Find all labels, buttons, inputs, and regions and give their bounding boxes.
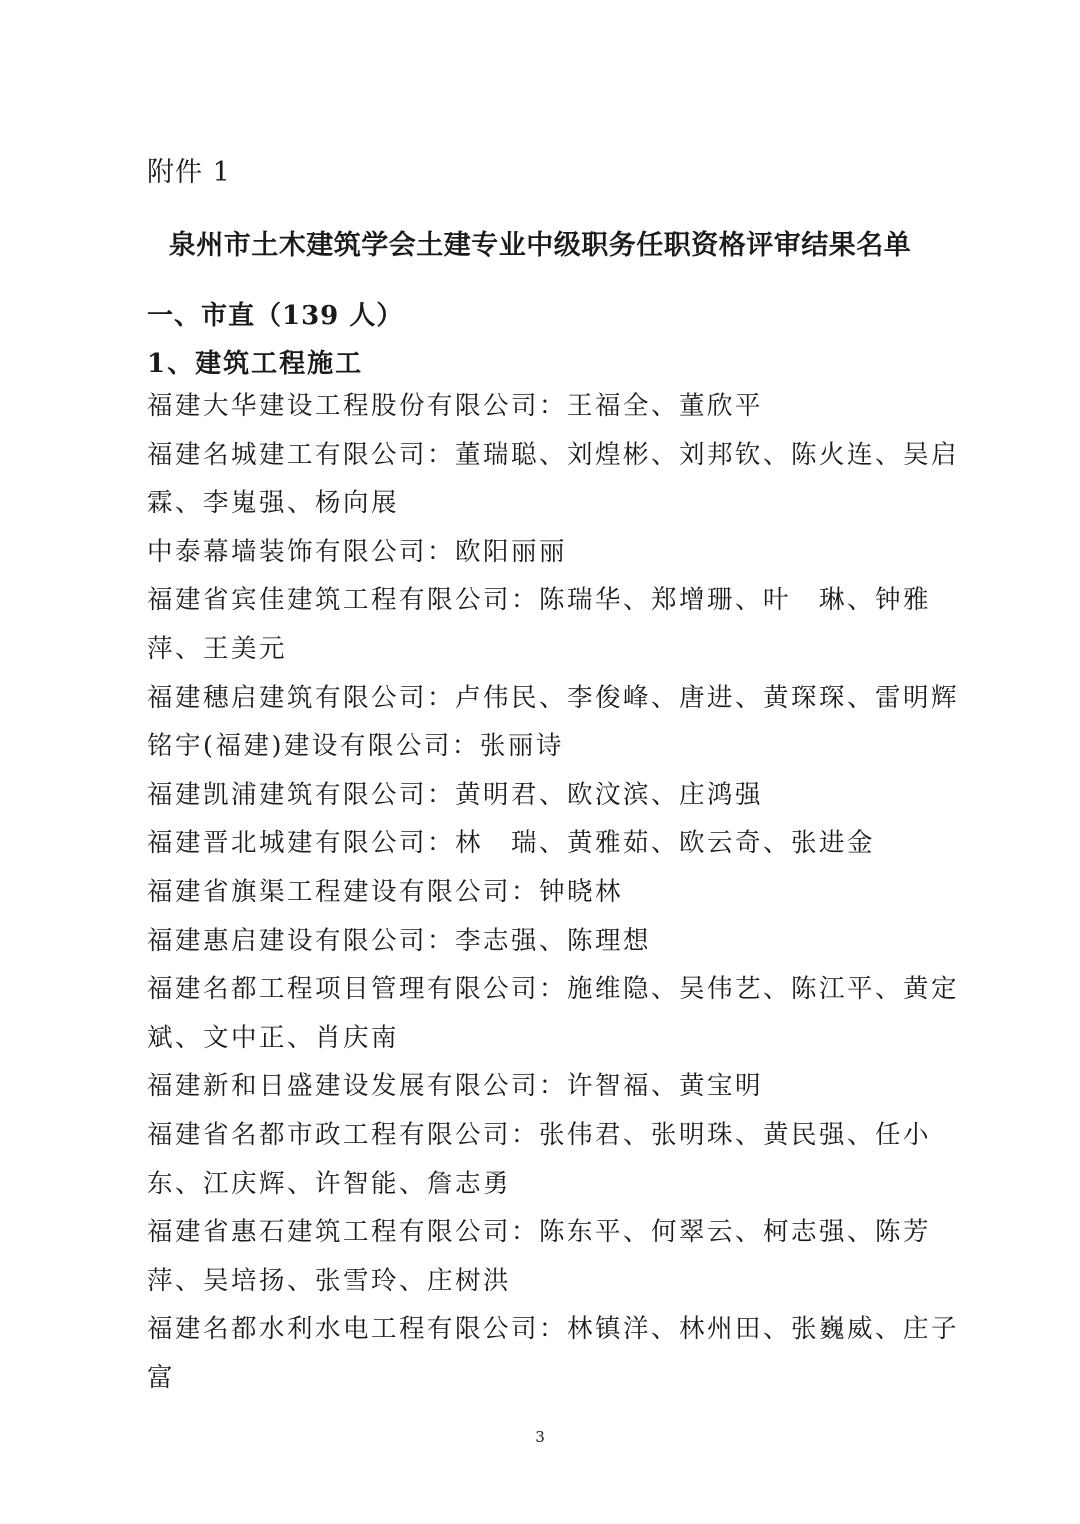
company-entry: 铭宇(福建)建设有限公司：张丽诗 [147, 731, 564, 762]
company-entry: 福建名城建工有限公司：董瑞聪、刘煌彬、刘邦钦、陈火连、吴启霖、李嵬强、杨向展 [147, 439, 960, 519]
section-heading: 一、市直（139 人） [147, 301, 404, 331]
company-entry: 福建大华建设工程股份有限公司：王福全、董欣平 [147, 391, 764, 421]
page-number: 3 [535, 1428, 545, 1446]
document-title: 泉州市土木建筑学会土建专业中级职务任职资格评审结果名单 [168, 230, 912, 261]
company-entry: 福建省旗渠工程建设有限公司：钟晓林 [147, 876, 624, 907]
subsection-heading: 1、建筑工程施工 [147, 349, 364, 379]
company-entry: 福建省宾佳建筑工程有限公司：陈瑞华、郑增珊、叶 琳、钟雅萍、王美元 [147, 585, 932, 664]
company-entry: 福建省惠石建筑工程有限公司：陈东平、何翠云、柯志强、陈芳萍、吴培扬、张雪玲、庄树洪 [147, 1217, 932, 1296]
company-entry-list [147, 382, 967, 1402]
company-entry: 福建晋北城建有限公司：林 瑞、黄雅茹、欧云奇、张进金 [147, 828, 876, 859]
company-entry: 福建惠启建设有限公司：李志强、陈理想 [147, 925, 652, 956]
company-entry: 福建凯浦建筑有限公司：黄明君、欧汶滨、庄鸿强 [147, 779, 764, 810]
company-entry: 福建新和日盛建设发展有限公司：许智福、黄宝明 [147, 1071, 764, 1102]
company-entry: 福建穗启建筑有限公司：卢伟民、李俊峰、唐进、黄琛琛、雷明辉 [147, 682, 960, 713]
attachment-label: 附件 1 [147, 157, 231, 188]
company-entry: 福建省名都市政工程有限公司：张伟君、张明珠、黄民强、任小东、江庆辉、许智能、詹志勇 [147, 1119, 932, 1199]
company-entry: 中泰幕墙装饰有限公司：欧阳丽丽 [147, 536, 568, 567]
company-entry: 福建名都工程项目管理有限公司：施维隐、吴伟艺、陈江平、黄定斌、文中正、肖庆南 [147, 974, 960, 1053]
company-entry: 福建名都水利水电工程有限公司：林镇洋、林州田、张巍威、庄子富 [147, 1314, 960, 1393]
